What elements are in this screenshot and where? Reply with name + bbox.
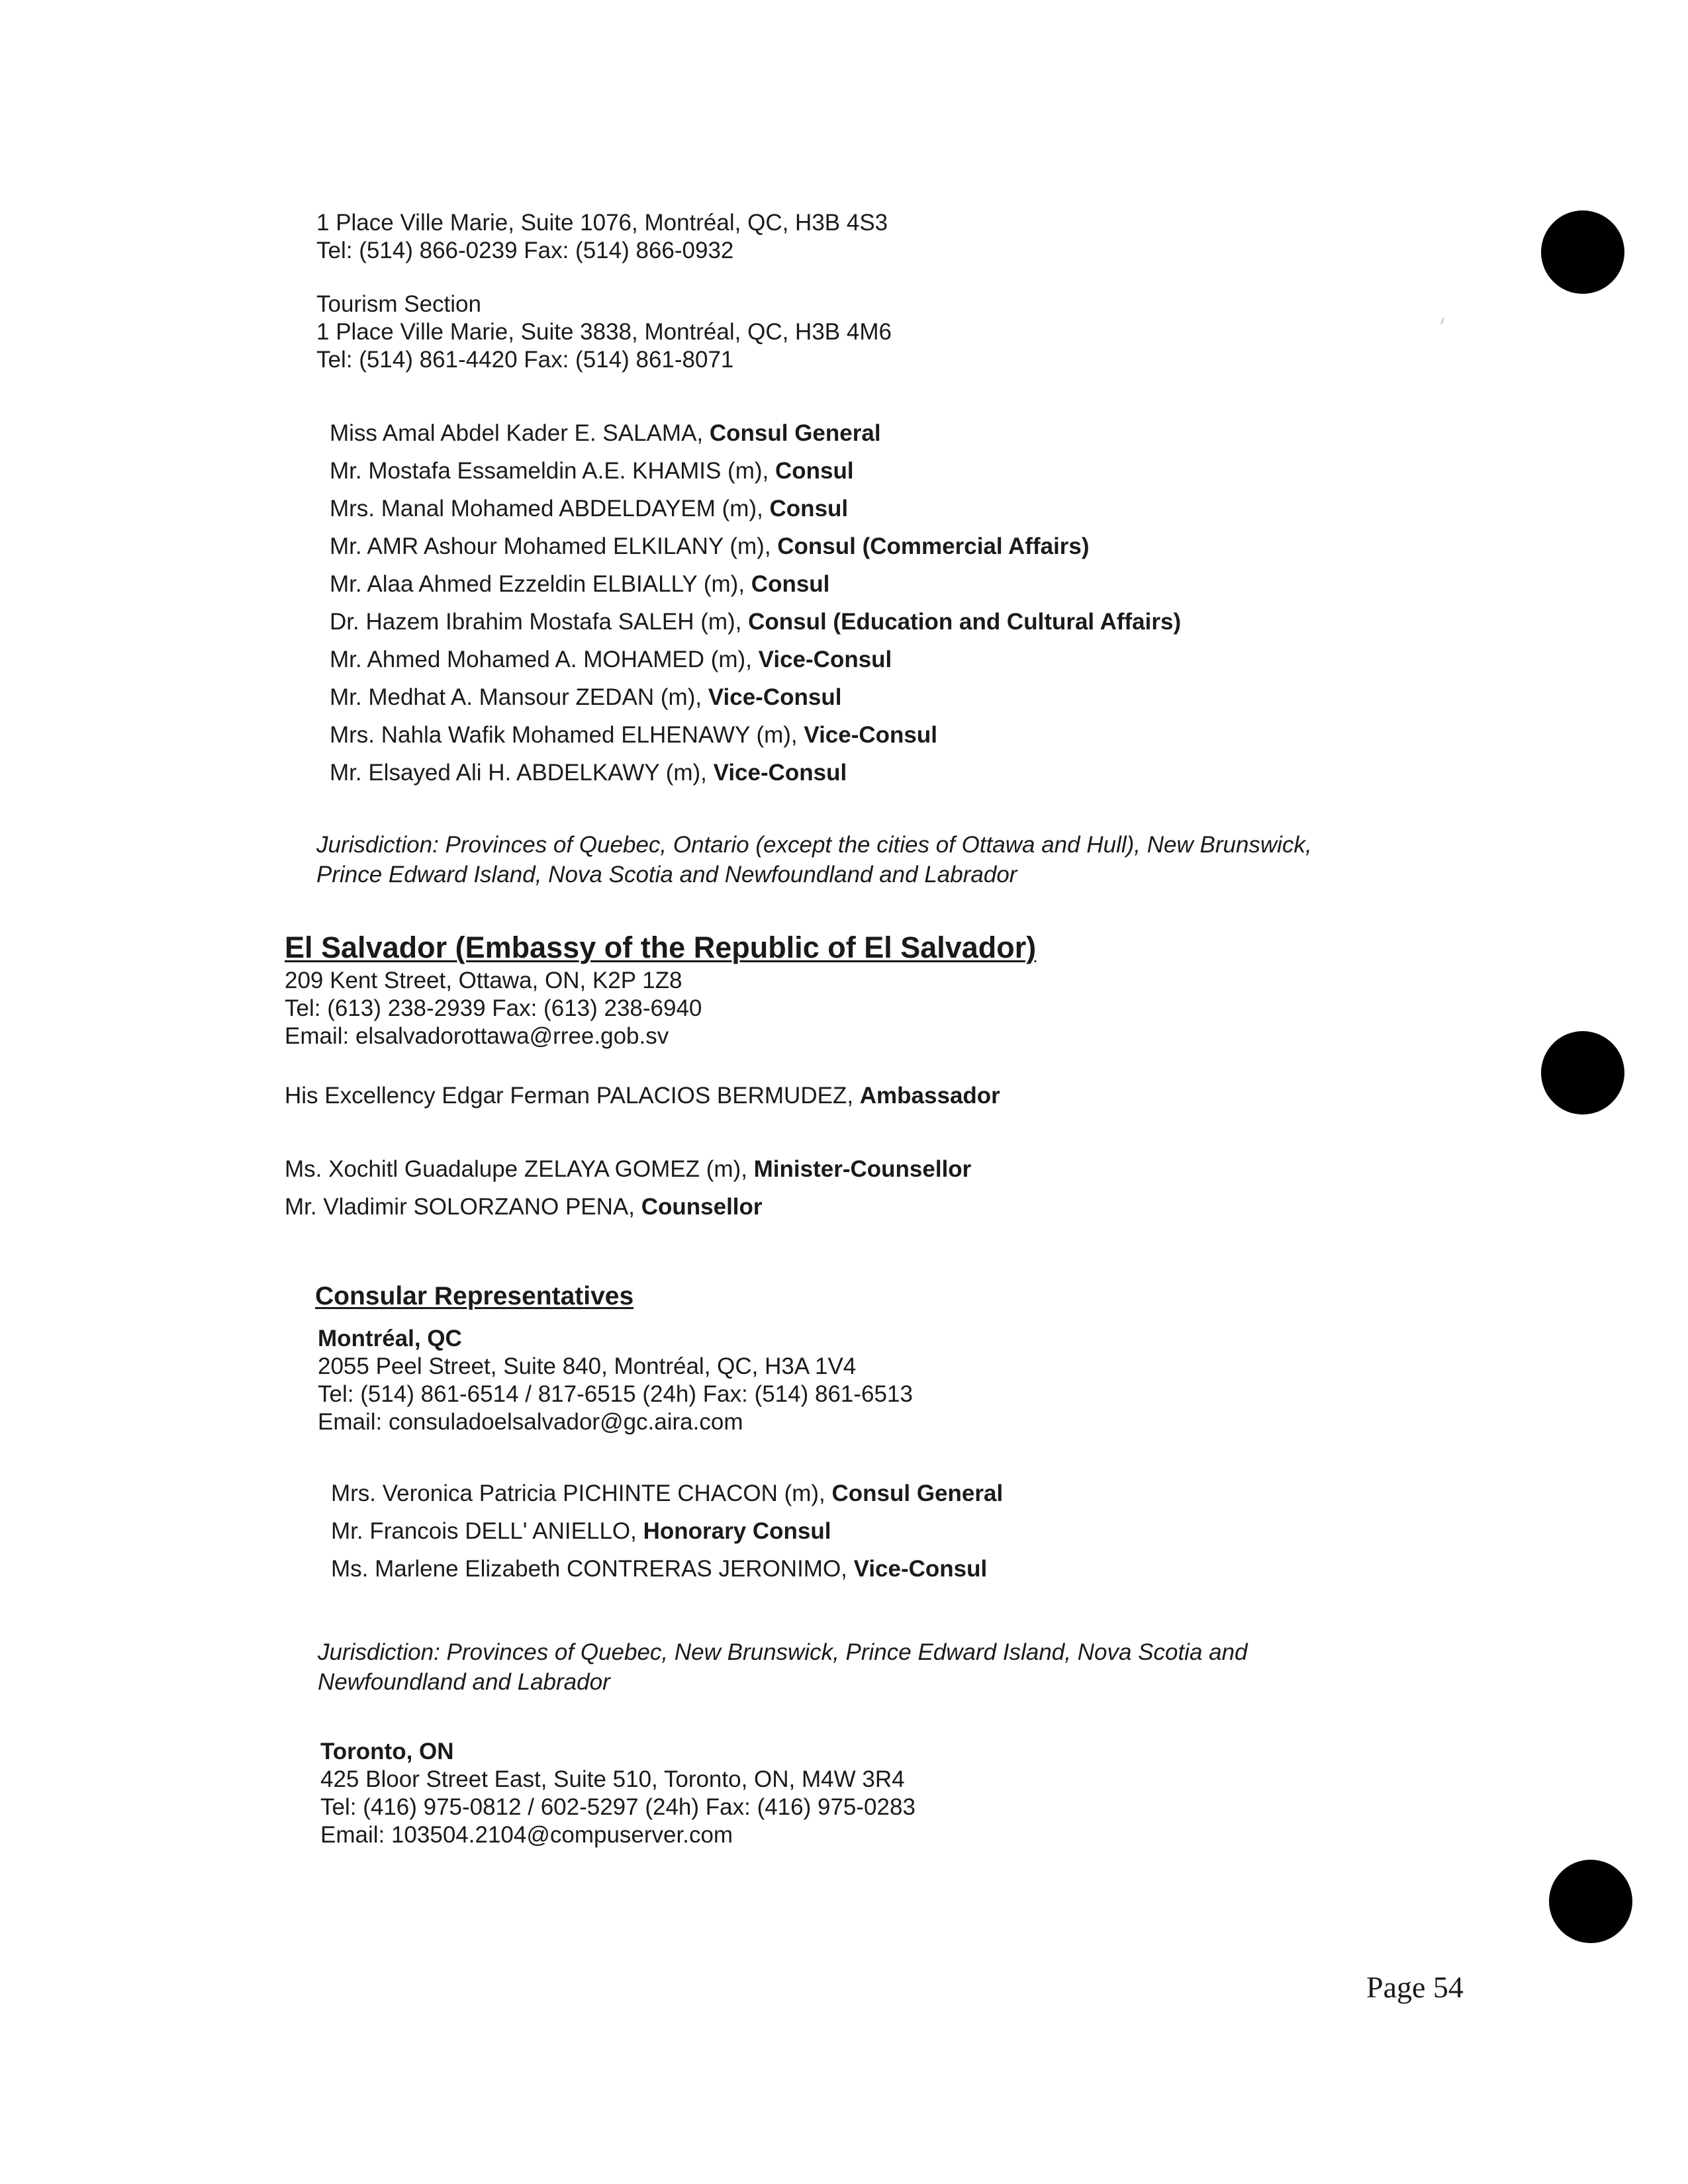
punch-hole-middle [1541, 1031, 1624, 1115]
staff-name: Miss Amal Abdel Kader E. SALAMA, [330, 420, 710, 446]
staff-name: Ms. Marlene Elizabeth CONTRERAS JERONIMO, [331, 1556, 854, 1582]
consulate-staff-list [330, 414, 1181, 792]
staff-title: Consul [769, 496, 849, 522]
montreal-jurisdiction-note [318, 1637, 1248, 1697]
staff-entry [330, 716, 1181, 754]
tourism-address: 1 Place Ville Marie, Suite 3838, Montréal, QC, H3B 4M6 [316, 319, 892, 345]
consulate-address: 1 Place Ville Marie, Suite 1076, Montréal, QC, H3B 4S3 [316, 210, 888, 236]
montreal-address: 2055 Peel Street, Suite 840, Montréal, QC, H3A 1V4 [318, 1353, 857, 1379]
staff-name: Mrs. Veronica Patricia PICHINTE CHACON (m), [331, 1480, 832, 1506]
staff-title: Vice-Consul [708, 684, 842, 710]
staff-entry [330, 603, 1181, 641]
tourism-section-label: Tourism Section [316, 291, 481, 317]
staff-title: Vice-Consul [804, 722, 937, 748]
staff-entry [285, 1188, 971, 1226]
staff-title: Vice-Consul [758, 647, 892, 672]
staff-name: Mr. Ahmed Mohamed A. MOHAMED (m), [330, 647, 759, 672]
consulate-phone: Tel: (514) 866-0239 Fax: (514) 866-0932 [316, 238, 734, 263]
montreal-email: Email: consuladoelsalvador@gc.aira.com [318, 1409, 743, 1435]
staff-title: Honorary Consul [643, 1518, 831, 1544]
staff-title: Consul [751, 571, 830, 597]
staff-entry [331, 1512, 1003, 1550]
staff-name: Mrs. Nahla Wafik Mohamed ELHENAWY (m), [330, 722, 804, 748]
jurisdiction-line: Prince Edward Island, Nova Scotia and Newfoundland and Labrador [316, 862, 1017, 887]
staff-name: Mr. Vladimir SOLORZANO PENA, [285, 1194, 641, 1220]
staff-name: Mr. Elsayed Ali H. ABDELKAWY (m), [330, 760, 714, 786]
toronto-email: Email: 103504.2104@compuserver.com [320, 1822, 733, 1848]
page-number: Page 54 [1366, 1970, 1464, 2004]
ambassador-entry [285, 1082, 1000, 1110]
staff-entry [331, 1475, 1003, 1512]
jurisdiction-note [316, 830, 1312, 889]
tourism-phone: Tel: (514) 861-4420 Fax: (514) 861-8071 [316, 347, 734, 373]
staff-entry [330, 490, 1181, 527]
punch-hole-top [1541, 210, 1624, 294]
embassy-email: Email: elsalvadorottawa@rree.gob.sv [285, 1023, 669, 1049]
jurisdiction-line: Newfoundland and Labrador [318, 1669, 610, 1695]
staff-name: Mr. Mostafa Essameldin A.E. KHAMIS (m), [330, 458, 775, 484]
consular-representatives-heading: Consular Representatives [315, 1282, 634, 1310]
embassy-staff-list [285, 1150, 971, 1226]
ambassador-title: Ambassador [859, 1083, 1000, 1109]
staff-title: Consul (Education and Cultural Affairs) [748, 609, 1182, 635]
staff-entry [330, 641, 1181, 678]
scan-speck [1440, 318, 1444, 324]
staff-name: Mr. Medhat A. Mansour ZEDAN (m), [330, 684, 708, 710]
staff-title: Vice-Consul [713, 760, 847, 786]
montreal-city: Montréal, QC [318, 1326, 462, 1351]
montreal-phone: Tel: (514) 861-6514 / 817-6515 (24h) Fax: (514) 861-6513 [318, 1381, 913, 1407]
staff-entry [330, 452, 1181, 490]
country-heading: El Salvador (Embassy of the Republic of El Salvador) [285, 931, 1037, 964]
staff-title: Consul General [831, 1480, 1004, 1506]
staff-title: Vice-Consul [853, 1556, 988, 1582]
embassy-phone: Tel: (613) 238-2939 Fax: (613) 238-6940 [285, 995, 702, 1021]
montreal-staff-list [331, 1475, 1003, 1588]
staff-title: Consul General [709, 420, 881, 446]
jurisdiction-line: Jurisdiction: Provinces of Quebec, New Brunswick, Prince Edward Island, Nova Scotia and [318, 1639, 1248, 1665]
toronto-phone: Tel: (416) 975-0812 / 602-5297 (24h) Fax: (416) 975-0283 [320, 1794, 915, 1820]
staff-entry [330, 678, 1181, 716]
ambassador-name: His Excellency Edgar Ferman PALACIOS BERMUDEZ, [285, 1083, 860, 1109]
staff-entry [330, 527, 1181, 565]
staff-name: Mr. Francois DELL' ANIELLO, [331, 1518, 643, 1544]
punch-hole-bottom [1549, 1860, 1632, 1943]
staff-title: Minister-Counsellor [753, 1156, 972, 1182]
staff-name: Mr. Alaa Ahmed Ezzeldin ELBIALLY (m), [330, 571, 751, 597]
embassy-address: 209 Kent Street, Ottawa, ON, K2P 1Z8 [285, 968, 682, 993]
toronto-address: 425 Bloor Street East, Suite 510, Toronto, ON, M4W 3R4 [320, 1766, 905, 1792]
staff-name: Dr. Hazem Ibrahim Mostafa SALEH (m), [330, 609, 749, 635]
staff-title: Counsellor [641, 1194, 763, 1220]
jurisdiction-line: Jurisdiction: Provinces of Quebec, Ontario (except the cities of Ottawa and Hull), New Brunswick, [316, 832, 1312, 858]
staff-name: Mr. AMR Ashour Mohamed ELKILANY (m), [330, 533, 778, 559]
staff-title: Consul [774, 458, 854, 484]
staff-entry [330, 565, 1181, 603]
staff-entry [330, 414, 1181, 452]
staff-name: Ms. Xochitl Guadalupe ZELAYA GOMEZ (m), [285, 1156, 754, 1182]
staff-title: Consul (Commercial Affairs) [777, 533, 1090, 559]
staff-name: Mrs. Manal Mohamed ABDELDAYEM (m), [330, 496, 770, 522]
staff-entry [330, 754, 1181, 792]
toronto-city: Toronto, ON [320, 1739, 454, 1764]
staff-entry [331, 1550, 1003, 1588]
staff-entry [285, 1150, 971, 1188]
